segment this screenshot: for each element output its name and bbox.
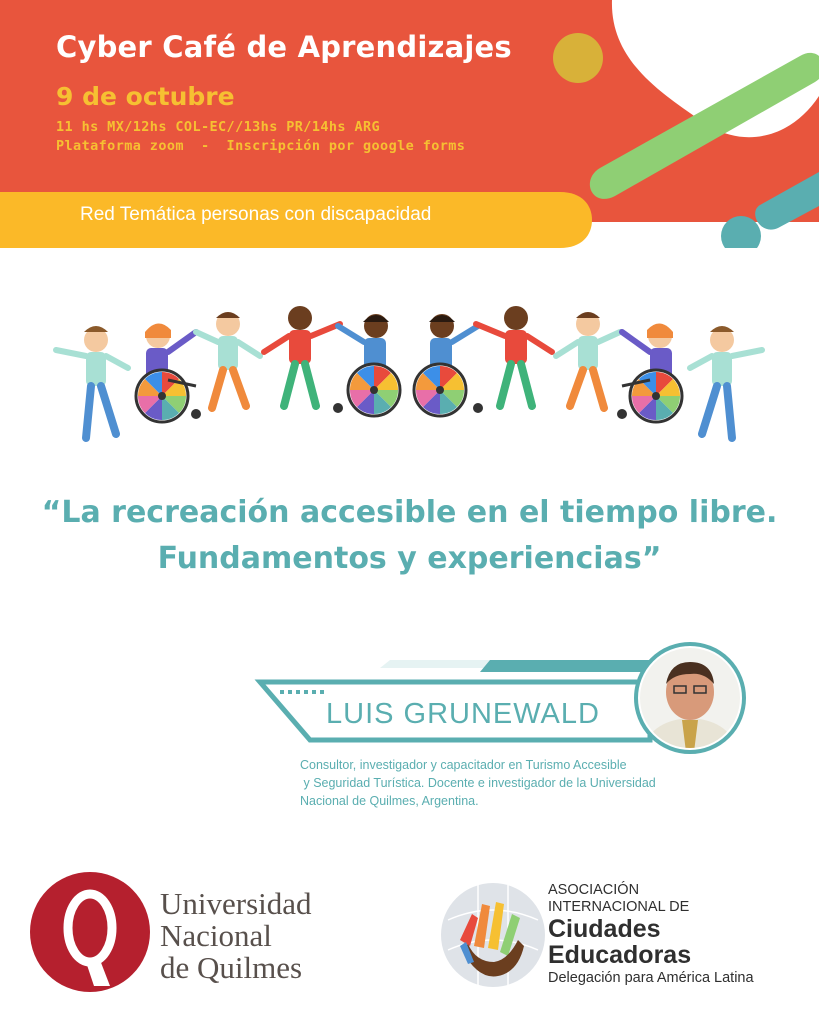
network-banner: Red Temática personas con discapacidad: [80, 204, 432, 225]
figure-standing-4: [476, 306, 552, 406]
unq-wordmark: [160, 888, 312, 984]
aice-line5: Delegación para América Latina: [548, 970, 754, 986]
event-date: 9 de octubre: [56, 82, 235, 111]
speaker-bio-line2: y Seguridad Turística. Docente e investigador de la Universidad: [300, 776, 656, 790]
aice-line3: Ciudades: [548, 915, 661, 943]
aice-line2: INTERNACIONAL DE: [548, 899, 690, 915]
speaker-bio-line3: Nacional de Quilmes, Argentina.: [300, 794, 479, 808]
speaker-photo: [636, 644, 744, 752]
talk-title-line2: Fundamentos y experiencias”: [157, 541, 662, 576]
speaker-name: LUIS GRUNEWALD: [326, 698, 600, 730]
people-holding-hands-illustration: [48, 296, 770, 456]
talk-title-line1: “La recreación accesible en el tiempo libre.: [41, 495, 778, 530]
event-title: Cyber Café de Aprendizajes: [56, 30, 512, 64]
figure-wheelchair-4: [617, 323, 682, 422]
unq-line3: de Quilmes: [160, 950, 303, 985]
figure-wheelchair-3: [414, 314, 483, 416]
figure-wheelchair-1: [136, 323, 201, 422]
speaker-bio: [300, 756, 720, 810]
aice-logo-mark: [438, 880, 548, 990]
figure-standing-6: [690, 326, 762, 438]
figure-wheelchair-2: [333, 314, 400, 416]
figure-standing-1: [56, 326, 128, 438]
figure-standing-3: [264, 306, 340, 406]
unq-line1: Universidad: [160, 886, 312, 921]
aice-wordmark: [548, 882, 754, 988]
unq-line2: Nacional: [160, 918, 272, 953]
figure-standing-2: [196, 312, 260, 408]
aice-line4: Educadoras: [548, 941, 692, 969]
aice-line1: ASOCIACIÓN: [548, 882, 640, 898]
event-times: 11 hs MX/12hs COL-EC//13hs PR/14hs ARG: [56, 119, 381, 135]
speaker-bio-line1: Consultor, investigador y capacitador en Turismo Accesible: [300, 758, 627, 772]
figure-standing-5: [556, 312, 620, 408]
talk-title: [0, 490, 819, 582]
event-platform: Plataforma zoom - Inscripción por google forms: [56, 138, 466, 154]
